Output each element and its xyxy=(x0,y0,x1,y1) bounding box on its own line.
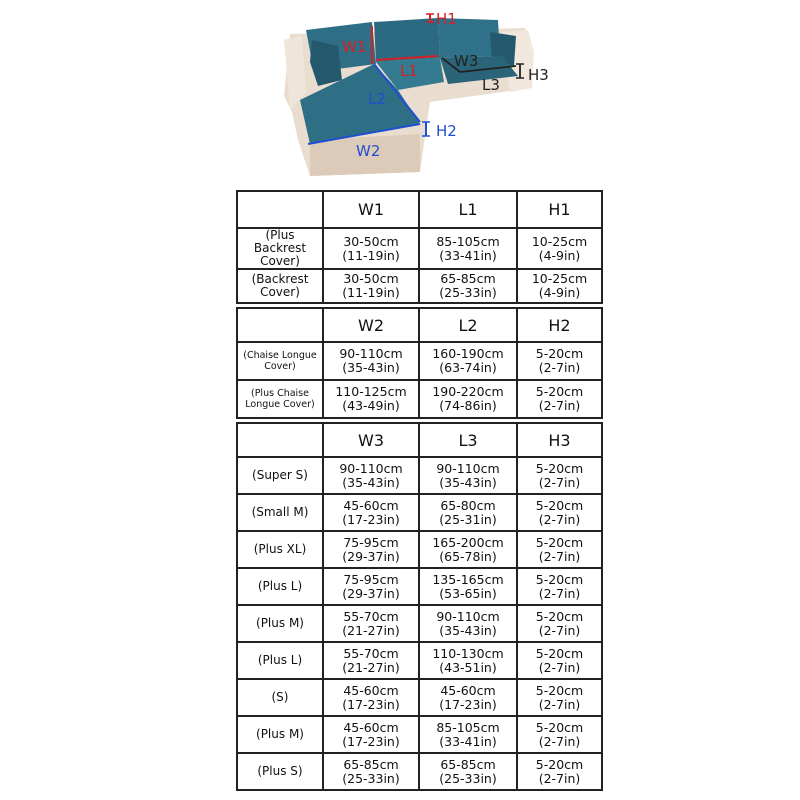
value-cell: 5-20cm (2-7in) xyxy=(517,568,602,605)
value-cell: 90-110cm (35-43in) xyxy=(323,457,419,494)
value-cell: 85-105cm (33-41in) xyxy=(419,716,517,753)
value-cell: 65-80cm (25-31in) xyxy=(419,494,517,531)
header-cell: H2 xyxy=(517,308,602,342)
header-cell: W2 xyxy=(323,308,419,342)
row-label: (Plus S) xyxy=(237,753,323,790)
row-label: (Plus XL) xyxy=(237,531,323,568)
row-label: (Super S) xyxy=(237,457,323,494)
value-cell: 135-165cm (53-65in) xyxy=(419,568,517,605)
label-h2: H2 xyxy=(436,122,457,140)
value-cell: 5-20cm (2-7in) xyxy=(517,753,602,790)
value-cell: 55-70cm (21-27in) xyxy=(323,605,419,642)
row-label: (Chaise Longue Cover) xyxy=(237,342,323,380)
value-cell: 30-50cm (11-19in) xyxy=(323,228,419,269)
row-label: (Plus M) xyxy=(237,716,323,753)
label-l3: L3 xyxy=(482,76,500,94)
value-cell: 65-85cm (25-33in) xyxy=(419,269,517,303)
value-cell: 65-85cm (25-33in) xyxy=(419,753,517,790)
label-l2: L2 xyxy=(368,90,386,108)
value-cell: 45-60cm (17-23in) xyxy=(323,716,419,753)
row-label: (Plus L) xyxy=(237,568,323,605)
value-cell: 75-95cm (29-37in) xyxy=(323,531,419,568)
label-w3: W3 xyxy=(454,52,479,70)
value-cell: 5-20cm (2-7in) xyxy=(517,679,602,716)
size-chart-table xyxy=(236,190,603,791)
header-cell: L3 xyxy=(419,423,517,457)
header-cell: H3 xyxy=(517,423,602,457)
row-label: (Backrest Cover) xyxy=(237,269,323,303)
header-row xyxy=(237,423,602,457)
table-row xyxy=(237,679,602,716)
row-label: (Plus Chaise Longue Cover) xyxy=(237,380,323,418)
table-row xyxy=(237,605,602,642)
table-row xyxy=(237,753,602,790)
row-label: (Plus Backrest Cover) xyxy=(237,228,323,269)
sofa-dimension-diagram xyxy=(270,0,560,180)
table-row xyxy=(237,228,602,269)
label-w2: W2 xyxy=(356,142,381,160)
table-row xyxy=(237,494,602,531)
label-l1: L1 xyxy=(400,62,418,80)
table-row xyxy=(237,716,602,753)
header-label-cell xyxy=(237,308,323,342)
table-row xyxy=(237,269,602,303)
value-cell: 45-60cm (17-23in) xyxy=(419,679,517,716)
value-cell: 5-20cm (2-7in) xyxy=(517,494,602,531)
value-cell: 110-130cm (43-51in) xyxy=(419,642,517,679)
header-cell: W3 xyxy=(323,423,419,457)
value-cell: 5-20cm (2-7in) xyxy=(517,457,602,494)
value-cell: 110-125cm (43-49in) xyxy=(323,380,419,418)
value-cell: 85-105cm (33-41in) xyxy=(419,228,517,269)
table-row xyxy=(237,531,602,568)
value-cell: 90-110cm (35-43in) xyxy=(419,605,517,642)
value-cell: 190-220cm (74-86in) xyxy=(419,380,517,418)
label-h1: H1 xyxy=(436,10,457,28)
value-cell: 5-20cm (2-7in) xyxy=(517,716,602,753)
value-cell: 45-60cm (17-23in) xyxy=(323,679,419,716)
table-row xyxy=(237,380,602,418)
value-cell: 45-60cm (17-23in) xyxy=(323,494,419,531)
value-cell: 5-20cm (2-7in) xyxy=(517,342,602,380)
value-cell: 5-20cm (2-7in) xyxy=(517,642,602,679)
value-cell: 160-190cm (63-74in) xyxy=(419,342,517,380)
header-label-cell xyxy=(237,423,323,457)
header-cell: L2 xyxy=(419,308,517,342)
value-cell: 10-25cm (4-9in) xyxy=(517,269,602,303)
value-cell: 30-50cm (11-19in) xyxy=(323,269,419,303)
value-cell: 5-20cm (2-7in) xyxy=(517,605,602,642)
value-cell: 5-20cm (2-7in) xyxy=(517,380,602,418)
row-label: (S) xyxy=(237,679,323,716)
label-h3: H3 xyxy=(528,66,549,84)
header-label-cell xyxy=(237,191,323,228)
value-cell: 55-70cm (21-27in) xyxy=(323,642,419,679)
table-row xyxy=(237,457,602,494)
row-label: (Small M) xyxy=(237,494,323,531)
value-cell: 90-110cm (35-43in) xyxy=(323,342,419,380)
header-cell: W1 xyxy=(323,191,419,228)
row-label: (Plus L) xyxy=(237,642,323,679)
header-cell: H1 xyxy=(517,191,602,228)
value-cell: 65-85cm (25-33in) xyxy=(323,753,419,790)
table-row xyxy=(237,568,602,605)
value-cell: 90-110cm (35-43in) xyxy=(419,457,517,494)
label-w1: W1 xyxy=(342,38,367,56)
row-label: (Plus M) xyxy=(237,605,323,642)
header-row xyxy=(237,191,602,228)
header-row xyxy=(237,308,602,342)
value-cell: 165-200cm (65-78in) xyxy=(419,531,517,568)
table-row xyxy=(237,642,602,679)
value-cell: 5-20cm (2-7in) xyxy=(517,531,602,568)
header-cell: L1 xyxy=(419,191,517,228)
value-cell: 75-95cm (29-37in) xyxy=(323,568,419,605)
value-cell: 10-25cm (4-9in) xyxy=(517,228,602,269)
table-row xyxy=(237,342,602,380)
